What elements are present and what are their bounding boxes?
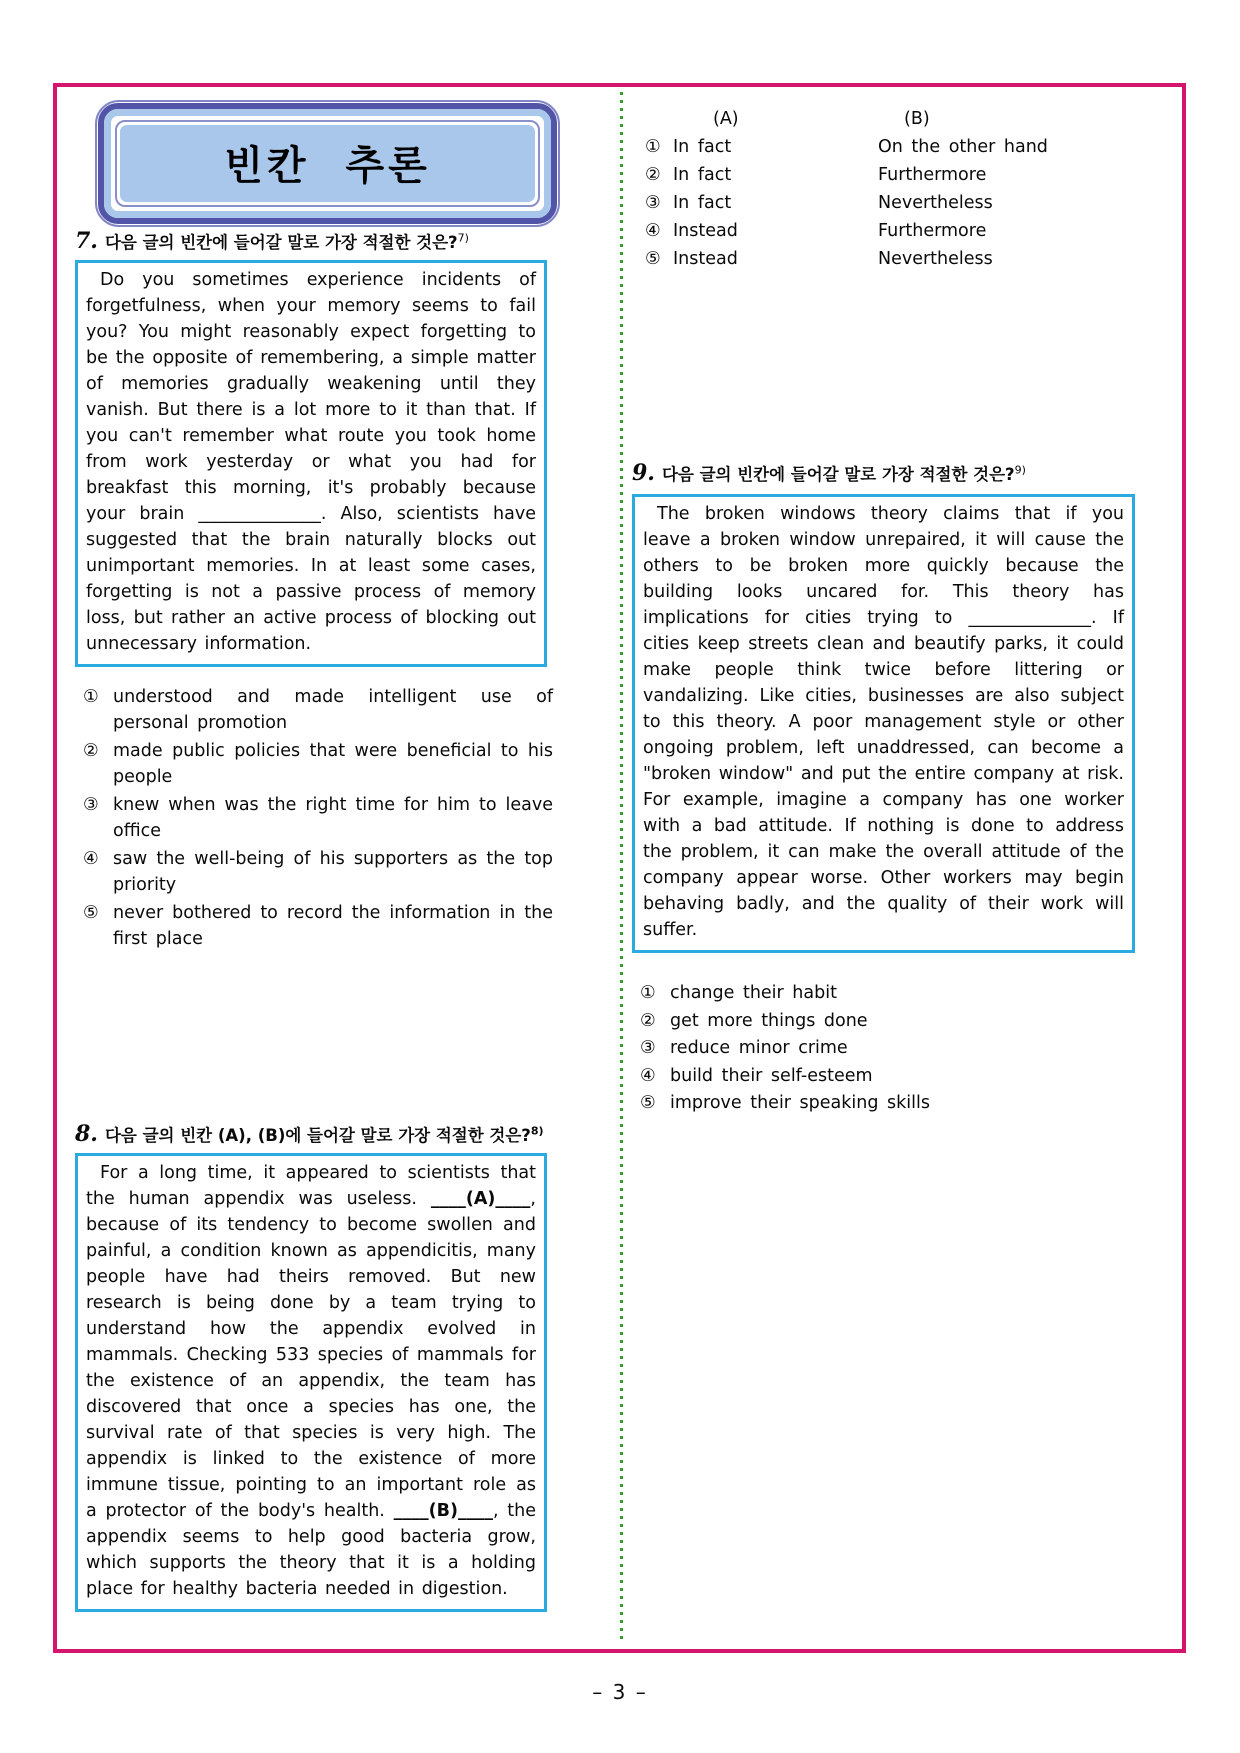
choice-item <box>640 1008 1130 1036</box>
ab-row <box>645 217 1125 245</box>
choice-text: knew when was the right time for him to leave office <box>113 795 553 841</box>
question-9-number: 9. <box>632 460 655 486</box>
choice-text: never bothered to record the information in the first place <box>113 903 553 949</box>
section-banner <box>95 100 560 227</box>
ab-row <box>645 245 1125 273</box>
choice-item <box>640 1035 1130 1063</box>
choice-marker: ⑤ <box>83 903 99 923</box>
banner-ring-purple <box>98 103 557 224</box>
choice-item <box>83 846 553 898</box>
choice-marker: ④ <box>645 221 661 241</box>
choice-item <box>640 1063 1130 1091</box>
choice-text: improve their speaking skills <box>670 1093 930 1113</box>
ab-row <box>645 189 1125 217</box>
question-9-header <box>632 462 1142 486</box>
ab-row <box>645 161 1125 189</box>
choice-marker: ① <box>83 687 99 707</box>
banner-ring-inner <box>115 120 540 207</box>
choice-item <box>83 738 553 790</box>
choice-text: understood and made intelligent use of personal promotion <box>113 687 553 733</box>
choice-marker: ② <box>640 1010 656 1031</box>
choice-text: change their habit <box>670 983 837 1003</box>
question-8-passage-box <box>75 1153 547 1612</box>
choice-item <box>640 980 1130 1008</box>
banner-title: 빈칸 추론 <box>120 125 535 202</box>
passage-segment: For a long time, it appeared to scientists that the human appendix was useless. <box>86 1163 536 1209</box>
blank-a: ____(A)____ <box>430 1189 531 1209</box>
choice-marker: ③ <box>640 1038 656 1058</box>
ab-header-a: (A) <box>713 109 739 129</box>
choice-text: get more things done <box>670 1010 868 1031</box>
question-7-footnote: 7) <box>457 231 469 245</box>
question-8-passage <box>86 1160 536 1602</box>
question-8-header <box>75 1123 555 1147</box>
question-7-header <box>75 230 555 254</box>
passage-segment: , the appendix seems to help good bacteria grow, which supports the theory that it is a holding place for healthy bacteria needed in digestion. <box>86 1501 536 1599</box>
choice-marker: ④ <box>640 1065 656 1086</box>
ab-choice-b: Furthermore <box>878 221 987 241</box>
ab-choice-a: In fact <box>673 137 732 157</box>
ab-choice-a: Instead <box>673 249 738 269</box>
ab-choice-a: Instead <box>673 221 738 241</box>
choice-text: made public policies that were beneficial to his people <box>113 741 553 787</box>
choice-marker: ① <box>645 137 661 157</box>
passage-segment: , because of its tendency to become swollen and painful, a condition known as appendicitis, many people have had theirs removed. But new research is being done by a team trying to understand how the appendix evolved in mammals. Checking 533 species of mammals for the existence of an appendix, the team has discovered that once a species has one, the survival rate of that species is very high. The appendix is linked to the existence of more immune tissue, pointing to an important role as a protector of the body's health. <box>86 1189 536 1521</box>
ab-choice-b: Furthermore <box>878 165 987 185</box>
question-9-passage: The broken windows theory claims that if you leave a broken window unrepaired, it will cause the others to be broken more quickly because the building looks uncared for. This theory has implications for cities trying to ______________. If cities keep streets clean and beautify parks, it could make people think twice before littering or vandalizing. Like cities, businesses are also subject to this theory. A poor management style or other ongoing problem, left unaddressed, can become a "broken window" and put the entire company at risk. For example, imagine a company has one worker with a bad attitude. If nothing is done to address the problem, it can make the overall attitude of the company appear worse. Other workers may begin behaving badly, and the quality of their work will suffer. <box>643 504 1124 940</box>
question-8-footnote: 8) <box>530 1124 544 1138</box>
ab-header-b: (B) <box>904 109 930 129</box>
ab-table-header <box>645 105 1125 133</box>
question-9-prompt: 다음 글의 빈칸에 들어갈 말로 가장 적절한 것은? <box>661 465 1015 484</box>
question-9-passage-box <box>632 494 1135 953</box>
choice-marker: ② <box>83 741 99 761</box>
ab-row <box>645 133 1125 161</box>
ab-choice-b: Nevertheless <box>878 249 993 269</box>
choice-item <box>83 684 553 736</box>
ab-choice-a: In fact <box>673 165 732 185</box>
question-8-ab-table <box>645 105 1125 273</box>
choice-text: reduce minor crime <box>670 1038 848 1058</box>
ab-choice-b: On the other hand <box>878 137 1048 157</box>
choice-marker: ⑤ <box>640 1093 656 1113</box>
choice-marker: ③ <box>83 795 99 815</box>
question-7-number: 7. <box>75 228 98 254</box>
question-7-choices <box>83 684 553 954</box>
column-divider <box>620 92 623 1644</box>
choice-marker: ② <box>645 165 661 185</box>
banner-ring-outer <box>95 100 560 227</box>
question-7-passage-box <box>75 260 547 667</box>
question-8-prompt: 다음 글의 빈칸 (A), (B)에 들어갈 말로 가장 적절한 것은? <box>104 1126 531 1145</box>
choice-marker: ① <box>640 983 656 1003</box>
choice-marker: ④ <box>83 849 99 869</box>
ab-choice-b: Nevertheless <box>878 193 993 213</box>
question-9-footnote: 9) <box>1014 463 1026 477</box>
question-8-number: 8. <box>75 1121 98 1147</box>
choice-text: build their self-esteem <box>670 1065 873 1086</box>
choice-text: saw the well-being of his supporters as the top priority <box>113 849 553 895</box>
question-7-prompt: 다음 글의 빈칸에 들어갈 말로 가장 적절한 것은? <box>104 233 458 252</box>
choice-marker: ③ <box>645 193 661 213</box>
banner-ring-blue <box>104 109 551 218</box>
ab-choice-a: In fact <box>673 193 732 213</box>
question-9-choices <box>640 980 1130 1118</box>
choice-item <box>83 900 553 952</box>
page-number: – 3 – <box>592 1680 648 1704</box>
choice-item <box>640 1090 1130 1118</box>
choice-marker: ⑤ <box>645 249 661 269</box>
choice-item <box>83 792 553 844</box>
blank-b: ____(B)____ <box>393 1501 493 1521</box>
question-7-passage: Do you sometimes experience incidents of forgetfulness, when your memory seems to fail you? You might reasonably expect forgetting to be the opposite of remembering, a simple matter of memories gradually weakening until they vanish. But there is a lot more to it than that. If you can't remember what route you took home from work yesterday or what you had for breakfast this morning, it's probably because your brain ______________. Also, scientists have suggested that the brain naturally blocks out unimportant memories. In at least some cases, forgetting is not a passive process of memory loss, but rather an active process of blocking out unnecessary information. <box>86 270 536 654</box>
